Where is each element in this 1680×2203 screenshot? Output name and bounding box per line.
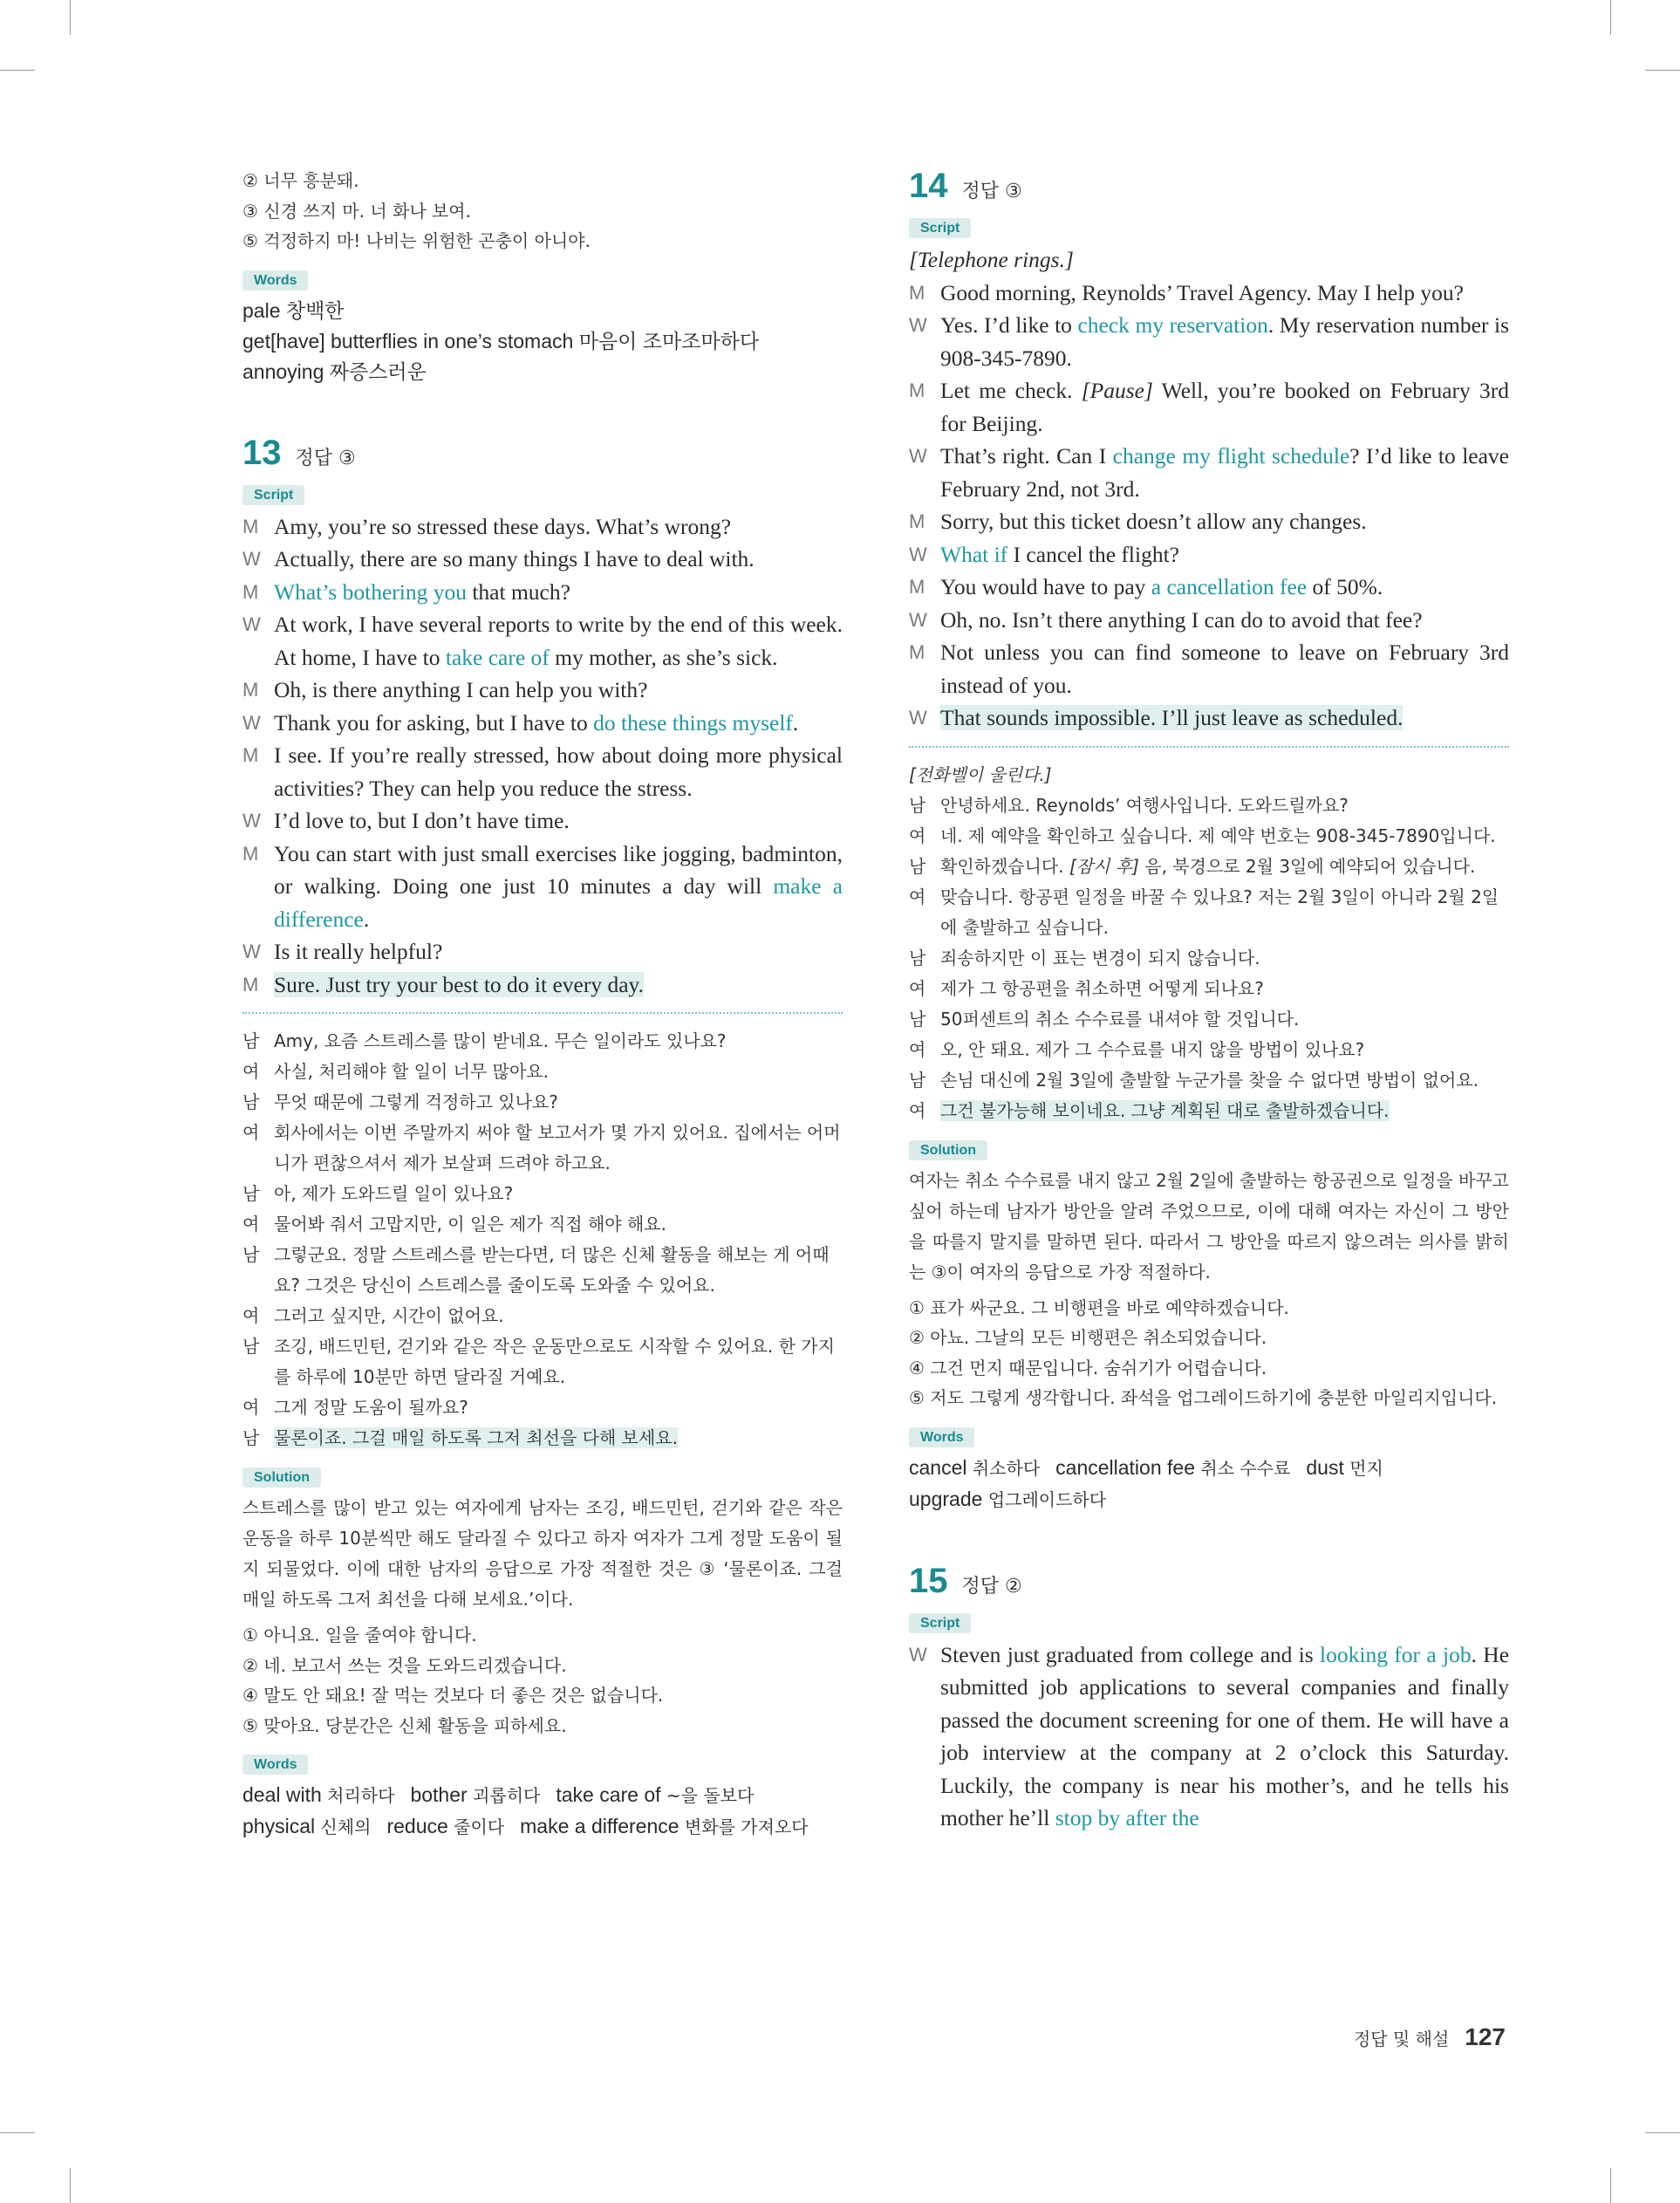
speaker-label: 여 [909, 1038, 926, 1060]
line-text [274, 935, 843, 968]
text-segment: Sorry, but this ticket doesn’t allow any changes. [940, 509, 1367, 534]
word-ko: ~을 돌보다 [666, 1785, 755, 1806]
stage-direction: [잠시 후] [1069, 855, 1139, 877]
speaker-label: W [909, 1643, 927, 1666]
dialogue-line [909, 505, 1509, 538]
dialogue-line [242, 674, 843, 707]
word-entry [386, 1815, 504, 1837]
speaker-label: 여 [242, 1061, 260, 1082]
option-list [909, 1293, 1509, 1413]
text-segment: At work, I have several reports to write by the end of this week. At home, I have to [274, 612, 843, 670]
line-text [274, 543, 843, 576]
key-phrase: looking for a job [1320, 1641, 1472, 1667]
text-segment: 오, 안 돼요. 제가 그 수수료를 내지 않을 방법이 있나요? [940, 1038, 1365, 1060]
line-text [940, 1035, 1509, 1065]
option-item: ④ 그건 먼지 때문입니다. 숨쉬기가 어렵습니다. [909, 1357, 1267, 1379]
speaker-label: 남 [909, 794, 926, 816]
script-dialogue [242, 510, 843, 1002]
text-segment: ? I’d like to leave February 2nd, not 3rd. [940, 443, 1509, 502]
line-text [940, 277, 1509, 310]
dialogue-line [909, 604, 1509, 637]
words-list [242, 1780, 843, 1843]
speaker-label: 남 [242, 1091, 260, 1112]
speaker-label: 남 [909, 855, 926, 877]
words-tag: Words [242, 270, 308, 291]
text-segment: 50퍼센트의 취소 수수료를 내셔야 할 것입니다. [940, 1008, 1300, 1030]
word-en: physical [242, 1815, 321, 1837]
solution-tag: Solution [909, 1140, 987, 1160]
speaker-label: 남 [909, 1008, 926, 1030]
line-text [940, 505, 1509, 538]
footer-label: 정답 및 해설 [1353, 2029, 1450, 2049]
dialogue-line [242, 1209, 843, 1240]
text-segment: . My reservation number is 908-345-7890. [940, 312, 1509, 371]
word-entry [410, 1783, 540, 1806]
text-segment: 회사에서는 이번 주말까지 써야 할 보고서가 몇 가지 있어요. 집에서는 어머니가 편찮으셔서 제가 보살펴 드려야 하고요. [274, 1122, 841, 1173]
line-text [940, 538, 1509, 571]
text-segment: Thank you for asking, but I have to [274, 709, 594, 735]
key-phrase: take care of [445, 644, 550, 670]
text-segment: 제가 그 항공편을 취소하면 어떻게 되나요? [940, 977, 1264, 999]
dialogue-line [242, 576, 843, 609]
dialogue-line [909, 374, 1509, 440]
text-segment: Actually, there are so many things I have to deal with. [274, 546, 755, 571]
dialogue-line [242, 707, 843, 740]
dialogue-line [909, 538, 1509, 571]
text-segment: 아, 제가 도와드릴 일이 있나요? [274, 1183, 514, 1204]
option-item: ⑤ 맞아요. 당분간은 신체 활동을 피하세요. [242, 1714, 567, 1736]
key-phrase: What’s bothering you [274, 578, 467, 605]
dialogue-line [242, 968, 843, 1002]
option-item: ② 아뇨. 그날의 모든 비행편은 취소되었습니다. [909, 1327, 1267, 1348]
word-en: make a difference [520, 1815, 685, 1837]
speaker-label: W [242, 548, 261, 570]
text-segment: 음, 북경으로 2월 3일에 예약되어 있습니다. [1138, 855, 1476, 877]
line-text [274, 1423, 843, 1454]
line-text [940, 943, 1509, 974]
line-text [274, 1057, 843, 1087]
speaker-label: M [242, 515, 259, 537]
line-text [940, 1639, 1509, 1835]
option-list [242, 1620, 843, 1741]
text-segment: of 50%. [1307, 574, 1383, 599]
speaker-label: M [909, 510, 925, 532]
dialogue-line [242, 1423, 843, 1454]
text-segment: 네. 제 예약을 확인하고 싶습니다. 제 예약 번호는 908-345-7890입니다. [940, 824, 1496, 846]
word-entry [1055, 1456, 1290, 1479]
speaker-label: 남 [242, 1244, 260, 1265]
line-text [274, 1209, 843, 1240]
line-text [940, 1065, 1509, 1096]
text-segment: 물론이죠. 그걸 매일 하도록 그저 최선을 다해 보세요. [274, 1427, 678, 1448]
dialogue-line [242, 1240, 843, 1301]
speaker-label: 여 [242, 1122, 260, 1143]
line-text [274, 1118, 843, 1179]
dialogue-line [242, 1179, 843, 1209]
line-text [940, 309, 1509, 374]
speaker-label: 남 [242, 1183, 260, 1204]
word-en: upgrade [909, 1487, 988, 1510]
text-segment: You would have to pay [940, 574, 1151, 599]
translation-dialogue [242, 1026, 843, 1454]
word-entry [242, 1815, 371, 1837]
text-segment: 그건 불가능해 보이네요. 그냥 계획된 대로 출발하겠습니다. [940, 1099, 1390, 1121]
text-segment: . He submitted job applications to several companies and finally passed the document screening for one of them. He will have a job interview at the company at 2 o’clock this Saturday. Luckily, the company is near his mother’s, and he tells his mother he’ll [940, 1641, 1510, 1830]
dialogue-line [242, 1026, 843, 1057]
text-segment: You can start with just small exercises like jogging, badminton, or walking. Doing one just 10 minutes a day will [274, 840, 843, 899]
line-text [940, 571, 1509, 604]
dialogue-line [909, 1639, 1509, 1835]
line-text [274, 576, 843, 609]
speaker-label: W [242, 941, 261, 962]
speaker-label: M [909, 641, 925, 663]
speaker-label: W [909, 707, 927, 729]
text-segment: Good morning, Reynolds’ Travel Agency. May I help you? [940, 279, 1464, 305]
speaker-label: W [242, 613, 261, 635]
crop-mark [0, 2132, 35, 2133]
crop-mark [1610, 2168, 1611, 2203]
question-number: 13 [242, 433, 282, 472]
speaker-label: M [242, 580, 259, 603]
option-item: ② 너무 흥분돼. [242, 170, 359, 191]
line-text [274, 1240, 843, 1301]
answer-highlight: Sure. Just try your best to do it every day. [274, 971, 644, 997]
text-segment: 손님 대신에 2월 3일에 출발할 누군가를 찾을 수 없다면 방법이 없어요. [940, 1069, 1479, 1091]
text-segment: 무엇 때문에 그렇게 걱정하고 있나요? [274, 1091, 558, 1112]
dialogue-line [909, 309, 1509, 374]
word-en: take care of [556, 1783, 666, 1806]
text-segment: 사실, 처리해야 할 일이 너무 많아요. [274, 1061, 549, 1082]
text-segment: Steven just graduated from college and is [940, 1641, 1321, 1667]
words-list [909, 1453, 1509, 1515]
speaker-label: 남 [242, 1427, 260, 1448]
speaker-label: W [909, 314, 927, 336]
key-phrase: make a difference [274, 873, 843, 932]
dialogue-line [242, 739, 843, 804]
line-text [940, 821, 1509, 852]
question-number: 15 [909, 1561, 948, 1600]
dialogue-line [909, 974, 1509, 1004]
text-segment: 그러고 싶지만, 시간이 없어요. [274, 1305, 504, 1326]
option-item: ② 네. 보고서 쓰는 것을 도와드리겠습니다. [242, 1654, 567, 1676]
text-segment: Not unless you can find someone to leave on February 3rd instead of you. [940, 640, 1509, 698]
speaker-label: M [909, 576, 925, 598]
answer-label: 정답 ③ [295, 447, 356, 469]
words-line [909, 1484, 1509, 1515]
text-segment: 확인하겠습니다. [940, 855, 1069, 877]
option-list [242, 166, 843, 257]
crop-mark [70, 0, 71, 35]
speaker-label: 남 [909, 947, 926, 968]
line-text [274, 838, 843, 936]
speaker-label: M [242, 842, 259, 865]
speaker-label: 여 [242, 1214, 260, 1235]
dialogue-line [909, 852, 1509, 882]
question-number: 14 [909, 167, 948, 205]
page-footer [1354, 2023, 1506, 2051]
text-segment: Let me check. [940, 378, 1082, 403]
dialogue-line [242, 1331, 843, 1392]
text-segment: I’d love to, but I don’t have time. [274, 808, 570, 833]
line-text [940, 974, 1509, 1004]
key-phrase: a cancellation fee [1151, 574, 1308, 599]
dialogue-line [242, 804, 843, 838]
dialogue-line [242, 838, 843, 936]
line-text [940, 790, 1509, 821]
left-column [242, 166, 843, 1843]
crop-mark [70, 2168, 71, 2203]
text-segment: Yes. I’d like to [940, 312, 1078, 338]
option-item: ④ 말도 안 돼요! 잘 먹는 것보다 더 좋은 것은 없습니다. [242, 1685, 664, 1706]
speaker-label: 여 [242, 1305, 260, 1326]
word-ko: 업그레이드하다 [987, 1488, 1107, 1510]
dialogue-line [242, 1118, 843, 1179]
answer-highlight: That sounds impossible. I’ll just leave as scheduled. [940, 705, 1403, 730]
solution-text: 스트레스를 많이 받고 있는 여자에게 남자는 조깅, 배드민턴, 걷기와 같은 작은 운동을 하루 10분씩만 해도 달라질 수 있다고 하자 여자가 그게 정말 도움이 될지 되물었다. 이에 대한 남자의 응답으로 가장 적절한 것은 ③ ‘물론이죠. 그걸 매일 하도록 그저 최선을 다해 보세요.’이다. [242, 1497, 843, 1610]
key-phrase: check my reservation [1077, 312, 1268, 338]
text-segment: 죄송하지만 이 표는 변경이 되지 않습니다. [940, 947, 1260, 968]
question-header [909, 1561, 1509, 1601]
dialogue-line [242, 1087, 843, 1118]
option-item: ⑤ 걱정하지 마! 나비는 위험한 곤충이 아니야. [242, 230, 591, 251]
speaker-label: M [909, 281, 925, 304]
word-ko: 줄이다 [454, 1816, 505, 1837]
dialogue-line [242, 1392, 843, 1423]
line-text [274, 1179, 843, 1209]
speaker-label: M [909, 380, 925, 401]
word-en: bother [410, 1783, 474, 1806]
speaker-label: M [242, 679, 259, 701]
script-dialogue [909, 277, 1509, 735]
line-text [274, 1331, 843, 1392]
option-item: ① 표가 싸군요. 그 비행편을 바로 예약하겠습니다. [909, 1296, 1289, 1318]
line-text [940, 701, 1509, 735]
key-phrase: What if [940, 541, 1008, 567]
speaker-label: W [242, 810, 261, 831]
crop-mark [1645, 70, 1680, 71]
text-segment: Amy, you’re so stressed these days. What’s wrong? [274, 513, 732, 539]
word-entry [909, 1456, 1040, 1479]
crop-mark [1610, 0, 1611, 35]
speaker-label: W [909, 543, 927, 565]
right-column [909, 166, 1509, 1835]
word-ko: 처리하다 [327, 1785, 395, 1806]
dialogue-line [909, 821, 1509, 852]
text-segment: 조깅, 배드민턴, 걷기와 같은 작은 운동만으로도 시작할 수 있어요. 한 가지를 하루에 10분만 하면 달라질 거예요. [274, 1336, 835, 1387]
text-segment: . [792, 709, 799, 735]
speaker-label: 남 [242, 1030, 260, 1051]
option-item: ③ 신경 쓰지 마. 너 화나 보여. [242, 200, 471, 222]
text-segment: Oh, no. Isn’t there anything I can do to avoid that fee? [940, 606, 1423, 633]
dialogue-line [242, 1057, 843, 1087]
stage-direction: [전화벨이 울린다.] [909, 763, 1052, 785]
line-text [274, 804, 843, 838]
line-text [274, 1087, 843, 1118]
dotted-divider [909, 746, 1509, 748]
dialogue-line [909, 943, 1509, 974]
text-segment: Is it really helpful? [274, 939, 443, 964]
text-segment: 맞습니다. 항공편 일정을 바꿀 수 있나요? 저는 2월 3일이 아니라 2월 2일에 출발하고 싶습니다. [940, 886, 1499, 938]
speaker-label: 여 [909, 1099, 926, 1121]
solution-tag: Solution [242, 1468, 321, 1488]
word-entry [1306, 1456, 1383, 1479]
word-entry [909, 1488, 1106, 1510]
question-header [242, 433, 843, 473]
words-line: annoying 짜증스러운 [242, 359, 427, 383]
line-text [940, 374, 1509, 440]
line-text [274, 1301, 843, 1331]
word-ko: 변화를 가져오다 [684, 1816, 809, 1837]
word-ko: 신체의 [320, 1816, 372, 1837]
line-text [940, 636, 1509, 701]
translation-dialogue [909, 790, 1509, 1126]
text-segment: that much? [466, 578, 570, 605]
option-item: ⑤ 저도 그렇게 생각합니다. 좌석을 업그레이드하기에 충분한 마일리지입니다. [909, 1387, 1498, 1408]
word-en: dust [1306, 1455, 1350, 1479]
dialogue-line [909, 1035, 1509, 1065]
dialogue-line [242, 935, 843, 968]
line-text [274, 739, 843, 804]
speaker-label: 여 [242, 1397, 260, 1418]
text-segment: my mother, as she’s sick. [549, 644, 778, 670]
word-en: reduce [386, 1815, 454, 1837]
line-text [940, 1004, 1509, 1035]
speaker-label: W [909, 608, 927, 631]
words-list [242, 296, 843, 387]
dialogue-line [242, 543, 843, 576]
line-text [274, 1026, 843, 1057]
dialogue-line [909, 571, 1509, 604]
text-segment: . [363, 906, 370, 932]
speaker-label: 여 [909, 886, 926, 907]
line-text [274, 968, 843, 1002]
words-tag: Words [909, 1427, 974, 1447]
word-ko: 괴롭히다 [473, 1785, 541, 1806]
key-phrase: do these things myself [593, 709, 793, 735]
line-text [274, 1392, 843, 1423]
speaker-label: W [242, 711, 261, 734]
text-segment: 물어봐 줘서 고맙지만, 이 일은 제가 직접 해야 해요. [274, 1214, 666, 1235]
line-text [274, 608, 843, 674]
script-tag: Script [909, 218, 971, 238]
line-text [940, 1096, 1509, 1126]
dialogue-line [909, 1004, 1509, 1035]
speaker-label: W [909, 445, 927, 467]
text-segment: 안녕하세요. Reynolds’ 여행사입니다. 도와드릴까요? [940, 794, 1349, 816]
speaker-label: 여 [909, 977, 926, 999]
word-ko: 취소 수수료 [1200, 1457, 1291, 1479]
dialogue-line [909, 636, 1509, 701]
text-segment: Well, you’re booked on February 3rd for Beijing. [940, 378, 1509, 436]
word-en: cancel [909, 1455, 973, 1479]
text-segment: I cancel the flight? [1007, 541, 1180, 567]
dialogue-line [242, 608, 843, 674]
speaker-label: 남 [909, 1069, 926, 1091]
key-phrase: stop by after the [1055, 1805, 1199, 1830]
answer-label: 정답 ③ [961, 181, 1022, 202]
page-number: 127 [1465, 2023, 1506, 2050]
text-segment: That’s right. Can I [940, 443, 1113, 469]
word-en: deal with [242, 1783, 328, 1806]
word-entry [556, 1783, 754, 1806]
solution-text: 여자는 취소 수수료를 내지 않고 2월 2일에 출발하는 항공권으로 일정을 바꾸고 싶어 하는데 남자가 방안을 알려 주었으므로, 이에 대해 여자는 자신이 그 방안을 따를지 말지를 말하면 된다. 따라서 그 방안을 따르지 않으려는 의사를 밝히는 ③이 여자의 응답으로 가장 적절하다. [909, 1169, 1509, 1283]
script-dialogue [909, 1639, 1509, 1835]
line-text [940, 852, 1509, 882]
dialogue-line [909, 790, 1509, 821]
words-line: get[have] butterflies in one’s stomach 마음이 조마조마하다 [242, 329, 760, 352]
words-line [242, 1780, 843, 1811]
words-line [242, 1811, 843, 1843]
word-entry [242, 1783, 394, 1806]
key-phrase: change my flight schedule [1112, 443, 1350, 469]
dialogue-line [909, 1065, 1509, 1096]
words-line: pale 창백한 [242, 298, 345, 322]
text-segment: 그게 정말 도움이 될까요? [274, 1397, 468, 1418]
stage-direction: [Pause] [1081, 378, 1153, 403]
speaker-label: 남 [242, 1336, 260, 1357]
words-line [909, 1453, 1509, 1484]
word-ko: 취소하다 [972, 1457, 1041, 1479]
text-segment: Amy, 요즘 스트레스를 많이 받네요. 무슨 일이라도 있나요? [274, 1030, 727, 1051]
crop-mark [1645, 2132, 1680, 2133]
line-text [940, 604, 1509, 637]
dialogue-line [909, 701, 1509, 735]
word-entry [520, 1815, 808, 1837]
dialogue-line [909, 440, 1509, 505]
answer-label: 정답 ② [961, 1575, 1022, 1598]
line-text [940, 882, 1509, 943]
dialogue-line [909, 882, 1509, 943]
dotted-divider [242, 1012, 843, 1014]
crop-mark [0, 70, 35, 71]
dialogue-line [242, 1301, 843, 1331]
option-item: ① 아니요. 일을 줄여야 합니다. [242, 1625, 477, 1645]
word-ko: 먼지 [1349, 1457, 1383, 1479]
words-tag: Words [242, 1755, 308, 1775]
script-tag: Script [909, 1613, 971, 1633]
script-tag: Script [242, 485, 304, 505]
dialogue-line [242, 510, 843, 544]
text-segment: 그렇군요. 정말 스트레스를 받는다면, 더 많은 신체 활동을 해보는 게 어때요? 그것은 당신이 스트레스를 줄이도록 도와줄 수 있어요. [274, 1244, 830, 1296]
question-header [909, 166, 1509, 206]
speaker-label: M [242, 973, 259, 995]
speaker-label: M [242, 744, 259, 766]
text-segment: I see. If you’re really stressed, how about doing more physical activities? They can help you reduce the stress. [274, 742, 843, 801]
dialogue-line [909, 277, 1509, 310]
line-text [274, 707, 843, 740]
line-text [940, 440, 1509, 505]
text-segment: Oh, is there anything I can help you with? [274, 677, 648, 702]
dialogue-line [909, 1096, 1509, 1126]
word-en: cancellation fee [1055, 1455, 1201, 1479]
speaker-label: 여 [909, 824, 926, 846]
stage-direction: [Telephone rings.] [909, 247, 1074, 272]
line-text [274, 510, 843, 544]
line-text [274, 674, 843, 707]
